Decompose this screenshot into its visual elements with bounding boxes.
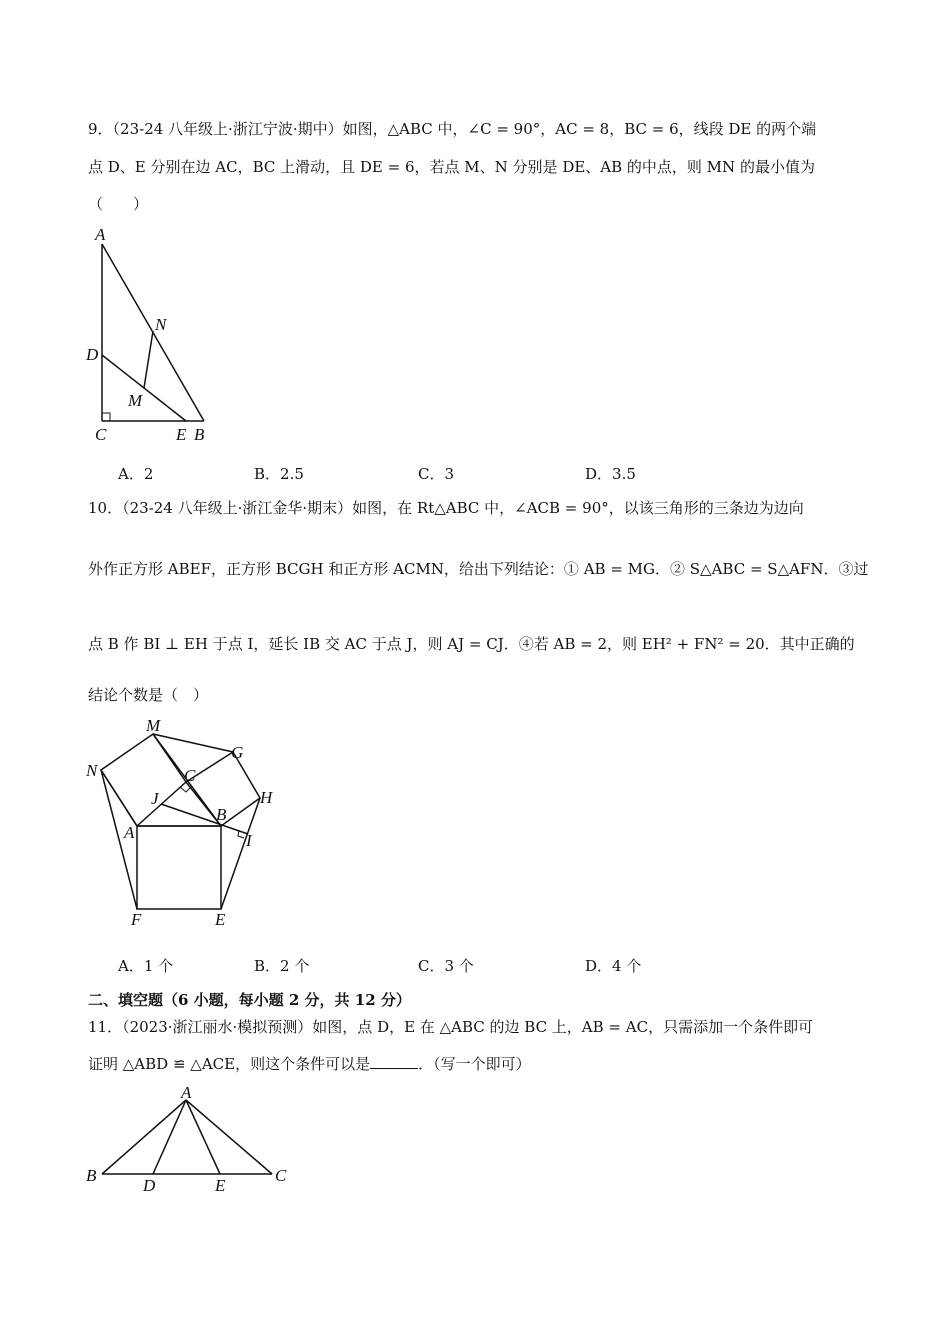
q11-line-2-suffix: ．（写一个即可）	[418, 1055, 531, 1073]
q10-line-2: 外作正方形 ABEF，正方形 BCGH 和正方形 ACMN，给出下列结论：① AB = MG．② S△ABC = S△AFN．③过	[88, 560, 869, 578]
q10-option-d[interactable]: D．4 个	[585, 957, 642, 975]
q11-label-e: E	[215, 1176, 226, 1195]
q11-figure	[80, 1082, 300, 1195]
q9-option-c[interactable]: C．3	[418, 465, 455, 483]
q10-label-f: F	[131, 910, 142, 929]
q11-label-a: A	[181, 1083, 192, 1102]
q9-figure	[80, 222, 220, 442]
q9-option-b[interactable]: B．2.5	[254, 465, 304, 483]
q11-label-d: D	[143, 1176, 156, 1195]
q9-label-d: D	[86, 345, 99, 364]
q9-right-angle-mark	[102, 413, 110, 421]
q10-right-angle-c	[180, 787, 191, 792]
q11-answer-blank[interactable]	[370, 1054, 418, 1069]
q11-side-ab	[102, 1100, 186, 1174]
q10-option-c[interactable]: C．3 个	[418, 957, 474, 975]
q10-label-i: I	[246, 831, 252, 850]
q11-segment-ad	[153, 1100, 186, 1174]
q10-label-b: B	[216, 805, 227, 824]
q9-segment-mn	[144, 331, 153, 388]
q9-label-b: B	[194, 425, 205, 444]
q11-label-c: C	[275, 1166, 287, 1185]
q10-line-3: 点 B 作 BI ⊥ EH 于点 I，延长 IB 交 AC 于点 J，则 AJ = CJ．④若 AB = 2，则 EH² + FN² = 20．其中正确的	[88, 635, 855, 653]
q10-label-j: J	[151, 789, 159, 808]
q10-label-h: H	[260, 788, 273, 807]
q10-segment-an	[101, 770, 137, 826]
q10-option-b[interactable]: B．2 个	[254, 957, 310, 975]
q10-line-1: 10．（23-24 八年级上·浙江金华·期末）如图，在 Rt△ABC 中，∠ACB = 90°，以该三角形的三条边为边向	[88, 499, 804, 517]
q10-label-m: M	[146, 716, 161, 735]
section-2-heading: 二、填空题（6 小题，每小题 2 分，共 12 分）	[88, 991, 411, 1009]
q10-figure	[84, 712, 284, 932]
q11-label-b: B	[86, 1166, 97, 1185]
q11-segment-ae	[186, 1100, 220, 1174]
q10-segment-eh	[221, 798, 260, 909]
q9-line-3: （ ）	[88, 195, 149, 213]
q10-label-e: E	[215, 910, 226, 929]
q9-label-n: N	[155, 315, 167, 334]
q11-side-ac	[186, 1100, 272, 1174]
q10-label-a: A	[124, 823, 135, 842]
q9-label-e: E	[176, 425, 187, 444]
q11-line-2-prefix: 证明 △ABD ≌ △ACE，则这个条件可以是	[88, 1055, 371, 1073]
q10-square-acmn	[101, 734, 186, 826]
q9-line-2: 点 D、E 分别在边 AC，BC 上滑动，且 DE = 6，若点 M、N 分别是 DE、AB 的中点，则 MN 的最小值为	[88, 158, 815, 176]
q10-label-n: N	[86, 761, 98, 780]
q9-label-a: A	[95, 225, 106, 244]
q10-label-g: G	[231, 743, 244, 762]
q9-option-a[interactable]: A．2	[118, 465, 154, 483]
q9-label-c: C	[95, 425, 107, 444]
q10-square-abef	[137, 826, 221, 909]
q10-option-a[interactable]: A．1 个	[118, 957, 174, 975]
q9-label-m: M	[128, 391, 143, 410]
q10-label-c: C	[184, 766, 196, 785]
q10-segment-ji	[161, 804, 248, 834]
q11-line-1: 11．（2023·浙江丽水·模拟预测）如图，点 D，E 在 △ABC 的边 BC 上，AB = AC，只需添加一个条件即可	[88, 1018, 814, 1036]
q11-line-2	[88, 1053, 531, 1075]
q10-line-4: 结论个数是（ ）	[88, 686, 209, 704]
q9-line-1: 9．（23-24 八年级上·浙江宁波·期中）如图，△ABC 中，∠C = 90°，AC = 8，BC = 6，线段 DE 的两个端	[88, 120, 817, 138]
q9-option-d[interactable]: D．3.5	[585, 465, 636, 483]
